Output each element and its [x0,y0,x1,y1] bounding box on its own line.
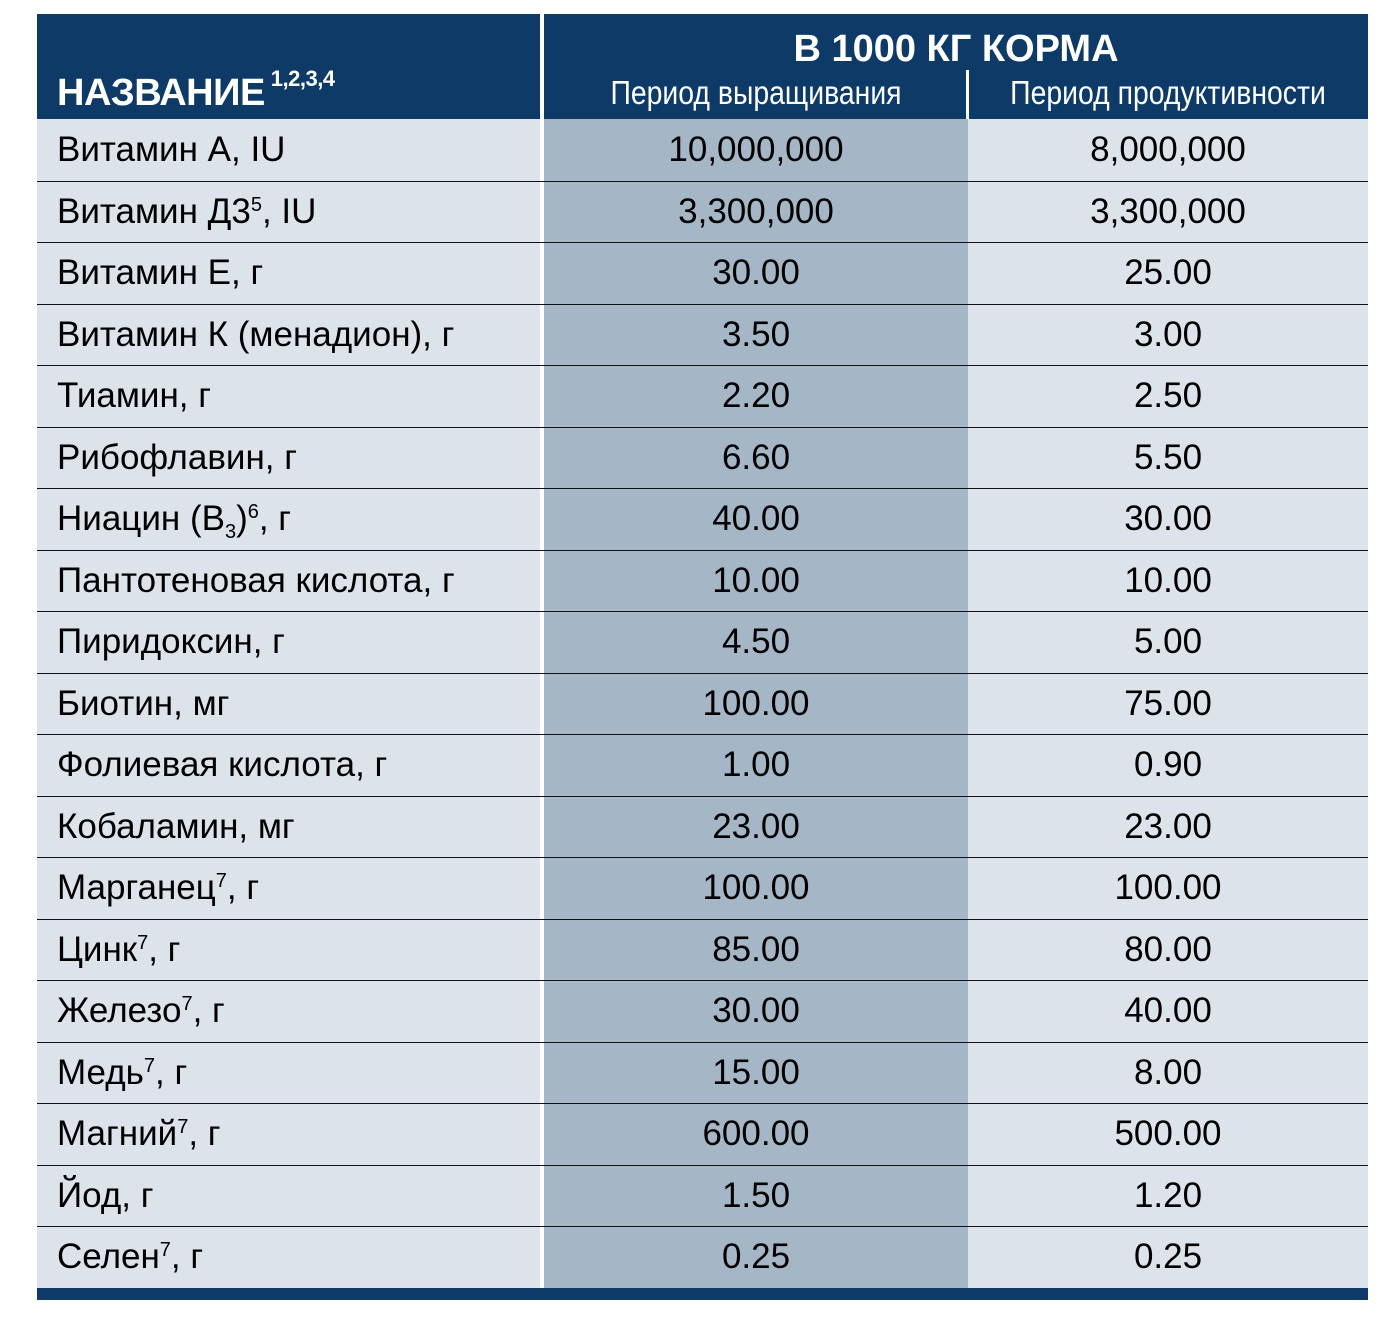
nutrient-label-pre: Магний [57,1114,178,1154]
table-row [37,1103,1368,1165]
nutrient-label-pre: Пантотеновая кислота, г [57,560,455,600]
header-col-growing: Период выращивания [610,74,902,111]
nutrient-name [37,428,540,489]
table-row [37,980,1368,1042]
production-period-value: 500.00 [968,1104,1368,1165]
nutrient-name [37,858,540,919]
header-subcolumn-separator [966,70,969,119]
nutrient-label [57,1176,154,1216]
growing-period-value: 15.00 [544,1043,968,1104]
header-col-production: Период продуктивности [1010,74,1326,111]
table-row [37,488,1368,550]
header-name [57,66,335,115]
nutrient-label [57,1114,221,1154]
header-name-text: НАЗВАНИЕ [57,72,265,114]
growing-period-value: 2.20 [544,366,968,427]
nutrient-label-pre: Йод, г [57,1175,154,1215]
nutrient-label-pre: Селен [57,1237,160,1277]
table-row [37,550,1368,612]
nutrient-label-pre: Витамин Д3 [57,191,251,231]
nutrient-label-sup: 7 [215,870,227,893]
nutrient-name [37,1166,540,1227]
nutrient-label-pre: Витамин A, IU [57,129,286,169]
growing-period-value: 23.00 [544,797,968,858]
nutrient-label-post: , г [226,868,260,908]
nutrient-label-post: , г [192,991,225,1031]
growing-period-value: 6.60 [544,428,968,489]
nutrient-label-sup: 7 [143,1054,156,1077]
nutrient-label-post: , г [155,1052,188,1092]
production-period-value: 3.00 [968,305,1368,366]
table-row [37,611,1368,673]
production-period-value: 30.00 [968,489,1368,550]
nutrient-name [37,489,540,550]
nutrient-label-pre: Марганец [57,868,216,908]
growing-period-value: 10.00 [544,551,968,612]
production-period-value: 2.50 [968,366,1368,427]
nutrient-name [37,366,540,427]
table-body [37,119,1368,1288]
production-period-value: 100.00 [968,858,1368,919]
nutrient-label-pre: Кобаламин, мг [57,806,295,846]
table-header [37,14,1368,119]
table-row [37,304,1368,366]
growing-period-value: 1.00 [544,735,968,796]
table-row [37,1165,1368,1227]
nutrient-label-post: , IU [261,191,317,231]
table-row [37,242,1368,304]
growing-period-value: 0.25 [544,1227,968,1288]
nutrient-label-sup: 7 [137,931,149,954]
nutrient-label-pre: Витамин К (менадион), г [57,314,455,354]
growing-period-value: 10,000,000 [544,119,968,181]
nutrient-label-pre: Медь [57,1052,144,1092]
nutrient-label [57,1237,203,1277]
nutrient-label-pre: Рибофлавин, г [57,437,298,477]
nutrient-name [37,612,540,673]
nutrient-label-post: , г [148,929,181,969]
nutrient-label-sup: 5 [250,193,262,216]
growing-period-value: 3,300,000 [544,182,968,243]
production-period-value: 0.90 [968,735,1368,796]
table-row [37,1226,1368,1288]
table-row [37,1042,1368,1104]
nutrient-label [57,745,387,785]
production-period-value: 1.20 [968,1166,1368,1227]
nutrient-label-sup: 7 [181,993,193,1016]
nutrient-label [57,438,297,478]
nutrient-name [37,305,540,366]
nutrient-label-pre: Цинк [57,929,138,969]
production-period-value: 75.00 [968,674,1368,735]
nutrient-label [57,991,225,1031]
production-period-value: 40.00 [968,981,1368,1042]
header-name-footnotes: 1,2,3,4 [270,66,335,91]
nutrient-label [57,684,229,724]
nutrient-label-pre: Ниацин (B [57,499,225,539]
nutrient-label-pre: Витамин E, г [57,253,264,293]
nutrient-name [37,119,540,181]
nutrient-label [57,499,292,544]
nutrient-label [57,192,316,232]
table-row [37,427,1368,489]
production-period-value: 80.00 [968,920,1368,981]
nutrient-name [37,182,540,243]
production-period-value: 5.50 [968,428,1368,489]
header-group-title: В 1000 КГ КОРМА [793,28,1119,70]
table-row [37,919,1368,981]
nutrient-label-sub: 3 [224,521,237,544]
nutrient-label [57,561,455,601]
nutrient-name [37,1227,540,1288]
nutrient-name [37,1043,540,1104]
nutrient-label-pre: Пиридоксин, г [57,622,285,662]
growing-period-value: 30.00 [544,243,968,304]
nutrient-name [37,243,540,304]
nutrient-label-mid: ) [236,499,248,539]
table-row [37,734,1368,796]
production-period-value: 25.00 [968,243,1368,304]
nutrient-name [37,981,540,1042]
production-period-value: 8,000,000 [968,119,1368,181]
nutrient-label [57,130,285,170]
nutrient-label-pre: Железо [57,991,182,1031]
nutrient-name [37,920,540,981]
nutrient-label-post: , г [170,1237,204,1277]
nutrient-label-sup: 6 [247,501,259,524]
nutrient-label [57,1053,187,1093]
growing-period-value: 3.50 [544,305,968,366]
nutrient-label [57,253,263,293]
table-footer-bar [37,1288,1368,1300]
table-row [37,857,1368,919]
nutrient-label [57,622,285,662]
nutrient-label [57,868,259,908]
table-row [37,119,1368,181]
nutrient-label-sup: 7 [177,1116,189,1139]
nutrient-label [57,376,211,416]
production-period-value: 23.00 [968,797,1368,858]
nutrient-label [57,930,180,970]
nutrient-label-post: , г [258,499,292,539]
nutrient-label-pre: Тиамин, г [57,376,212,416]
nutrient-name [37,797,540,858]
growing-period-value: 100.00 [544,674,968,735]
production-period-value: 10.00 [968,551,1368,612]
production-period-value: 3,300,000 [968,182,1368,243]
table-row [37,181,1368,243]
growing-period-value: 600.00 [544,1104,968,1165]
nutrient-name [37,735,540,796]
growing-period-value: 85.00 [544,920,968,981]
growing-period-value: 4.50 [544,612,968,673]
production-period-value: 5.00 [968,612,1368,673]
growing-period-value: 1.50 [544,1166,968,1227]
growing-period-value: 30.00 [544,981,968,1042]
nutrient-name [37,551,540,612]
growing-period-value: 40.00 [544,489,968,550]
nutrient-label [57,315,454,355]
nutrient-table [37,14,1368,1300]
production-period-value: 0.25 [968,1227,1368,1288]
nutrient-label-pre: Биотин, мг [57,683,230,723]
growing-period-value: 100.00 [544,858,968,919]
nutrient-label-post: , г [188,1114,221,1154]
table-row [37,796,1368,858]
nutrient-label-sup: 7 [159,1239,171,1262]
nutrient-label [57,807,295,847]
table-row [37,673,1368,735]
nutrient-label-pre: Фолиевая кислота, г [57,745,388,785]
nutrient-name [37,674,540,735]
production-period-value: 8.00 [968,1043,1368,1104]
nutrient-name [37,1104,540,1165]
table-row [37,365,1368,427]
